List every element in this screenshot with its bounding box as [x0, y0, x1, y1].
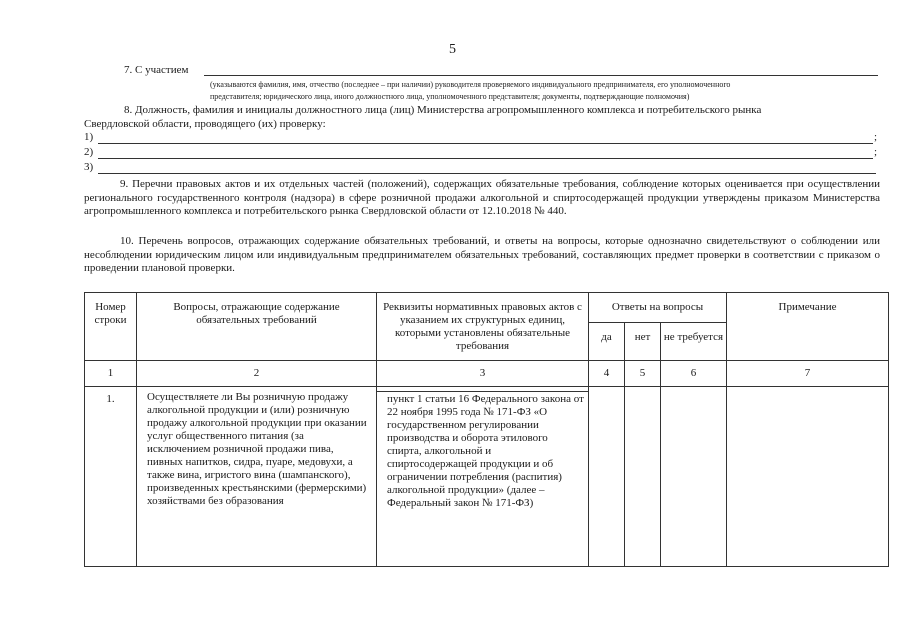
column-number-6: 6 — [661, 361, 727, 387]
table-row — [85, 387, 889, 567]
answer-not-required-cell[interactable] — [661, 387, 727, 567]
row-requisites-cell — [377, 387, 589, 567]
column-number-7: 7 — [727, 361, 889, 387]
column-number-1: 1 — [85, 361, 137, 387]
column-number-4: 4 — [589, 361, 625, 387]
item7-label: 7. С участием — [124, 64, 189, 76]
header-yes: да — [589, 323, 625, 361]
row-question-cell — [137, 387, 377, 567]
note-cell[interactable] — [727, 387, 889, 567]
inspector-blank-2-label: 2) — [84, 146, 94, 158]
inspector-blank-3-label: 3) — [84, 161, 94, 173]
header-requisites: Реквизиты нормативных правовых актов с указанием их структурных единиц, которыми установлены обязательные требования — [377, 293, 589, 361]
item7-note-line1: (указываются фамилия, имя, отчество (последнее – при наличии) руководителя проверяемого индивидуального предпринимателя, его уполномоченного — [210, 80, 731, 89]
row-question: Осуществляете ли Вы розничную продажу алкогольной продукции и (или) розничную продажу алкогольной продукции при оказании услуг общественного питания (за исключением розничной продажи пива, пивных напитков, сидра, пуаре, медовухи, а также вина, игристого вина (шампанского), произведенных крестьянскими (фермерскими) хозяйствами без образования — [147, 391, 367, 507]
header-row-number: Номер строки — [85, 293, 137, 361]
item8-line2: Свердловской области, проводящего (их) проверку: — [84, 118, 326, 130]
item10-paragraph — [84, 235, 880, 276]
header-answers: Ответы на вопросы — [589, 293, 727, 323]
requisites-inner-border — [377, 391, 588, 392]
row-requisites: пункт 1 статьи 16 Федерального закона от 22 ноября 1995 года № 171-ФЗ «О государственном регулировании производства и оборота этилового спирта, алкогольной и спиртосодержащей продукции и об ограничении потребления (распития) алкогольной продукции» (далее – Федеральный закон № 171-ФЗ) — [387, 393, 584, 509]
inspector-blank-3-line — [98, 173, 876, 174]
requirements-table — [84, 292, 889, 567]
column-number-5: 5 — [625, 361, 661, 387]
item8-line1: 8. Должность, фамилия и инициалы должностного лица (лиц) Министерства агропромышленного комплекса и потребительского рынка — [124, 104, 762, 116]
inspector-blank-2-line — [98, 158, 873, 159]
item9-paragraph — [84, 178, 880, 219]
header-questions: Вопросы, отражающие содержание обязательных требований — [137, 293, 377, 361]
item7-blank-line — [204, 75, 878, 76]
column-number-3: 3 — [377, 361, 589, 387]
header-not-required: не требуется — [661, 323, 727, 361]
answer-yes-cell[interactable] — [589, 387, 625, 567]
page-number: 5 — [449, 42, 456, 57]
row-number: 1. — [85, 387, 137, 567]
item10-text: 10. Перечень вопросов, отражающих содержание обязательных требований, и ответы на вопросы, которые однозначно свидетельствуют о соблюдении или несоблюдении юридическим лицом или индивидуальным предпринимателем обязательных требований, составляющих предмет проверки в соответствии с приказом о проведении плановой проверки. — [84, 235, 880, 274]
item9-text: 9. Перечни правовых актов и их отдельных частей (положений), содержащих обязательные требования, соблюдение которых оценивается при осуществлении регионального государственного контроля (надзора) в сфере розничной продажи алкогольной и спиртосодержащей продукции утверждены приказом Министерства агропромышленного комплекса и потребительского рынка Свердловской области от 12.10.2018 № 440. — [84, 178, 880, 217]
header-no: нет — [625, 323, 661, 361]
inspector-blank-1-line — [98, 143, 873, 144]
inspector-blank-1-label: 1) — [84, 131, 94, 143]
answer-no-cell[interactable] — [625, 387, 661, 567]
inspector-blank-2-end: ; — [874, 146, 878, 158]
inspector-blank-1-end: ; — [874, 131, 878, 143]
header-note: Примечание — [727, 293, 889, 361]
column-number-2: 2 — [137, 361, 377, 387]
item7-note-line2: представителя; юридического лица, иного должностного лица, уполномоченного представителя; документы, подтверждающие полномочия) — [210, 92, 690, 101]
